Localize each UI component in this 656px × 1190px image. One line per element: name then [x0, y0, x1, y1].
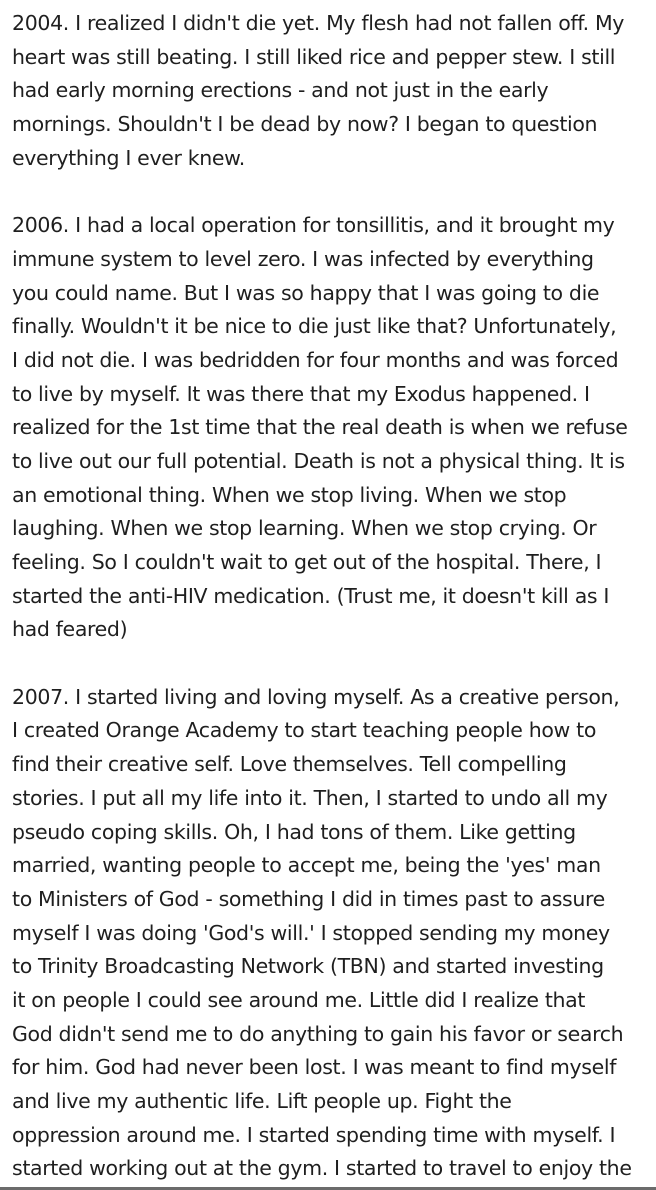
article-body	[12, 7, 656, 1186]
text-line: I created Orange Academy to start teaching people how to	[12, 718, 597, 743]
text-line: everything I ever knew.	[12, 145, 245, 170]
text-line: to Ministers of God - something I did in times past to assure	[12, 886, 605, 911]
text-line: 2006. I had a local operation for tonsillitis, and it brought my	[12, 213, 615, 238]
text-line: feeling. So I couldn't wait to get out of the hospital. There, I	[12, 550, 602, 574]
text-line: find their creative self. Love themselves. Tell compelling	[12, 752, 567, 777]
paragraph-2004	[12, 7, 656, 175]
paragraph-2006	[12, 209, 656, 647]
text-line: 2004. I realized I didn't die yet. My flesh had not fallen off. My	[12, 11, 625, 35]
text-line: had feared)	[12, 617, 128, 642]
text-line: to live out our full potential. Death is not a physical thing. It is	[12, 448, 625, 473]
paragraph-2007	[12, 681, 656, 1186]
text-line: stories. I put all my life into it. Then, I started to undo all my	[12, 785, 608, 810]
text-line: immune system to level zero. I was infected by everything	[12, 246, 594, 271]
text-line: pseudo coping skills. Oh, I had tons of them. Like getting	[12, 819, 576, 844]
text-line: to Trinity Broadcasting Network (TBN) and started investing	[12, 954, 604, 979]
text-line: 2007. I started living and loving myself. As a creative person,	[12, 684, 620, 709]
text-line: you could name. But I was so happy that I was going to die	[12, 280, 600, 305]
text-line: started working out at the gym. I started to travel to enjoy the	[12, 1156, 632, 1181]
text-line: laughing. When we stop learning. When we stop crying. Or	[12, 516, 597, 541]
text-line: myself I was doing 'God's will.' I stopped sending my money	[12, 920, 610, 945]
text-line: it on people I could see around me. Little did I realize that	[12, 987, 586, 1012]
text-line: heart was still beating. I still liked rice and pepper stew. I still	[12, 44, 616, 69]
text-line: and live my authentic life. Lift people up. Fight the	[12, 1089, 512, 1113]
text-line: to live by myself. It was there that my Exodus happened. I	[12, 381, 590, 406]
text-line: an emotional thing. When we stop living. When we stop	[12, 482, 567, 507]
text-line: God didn't send me to do anything to gain his favor or search	[12, 1021, 624, 1046]
text-line: mornings. Shouldn't I be dead by now? I began to question	[12, 112, 598, 137]
text-line: finally. Wouldn't it be nice to die just like that? Unfortunately,	[12, 314, 617, 339]
text-line: oppression around me. I started spending time with myself. I	[12, 1122, 616, 1147]
text-line: for him. God had never been lost. I was meant to find myself	[12, 1055, 617, 1080]
text-line: started the anti-HIV medication. (Trust me, it doesn't kill as I	[12, 583, 610, 608]
text-line: married, wanting people to accept me, being the 'yes' man	[12, 853, 601, 878]
text-line: I did not die. I was bedridden for four months and was forced	[12, 347, 619, 372]
text-line: realized for the 1st time that the real death is when we refuse	[12, 415, 628, 440]
text-line: had early morning erections - and not just in the early	[12, 78, 549, 103]
